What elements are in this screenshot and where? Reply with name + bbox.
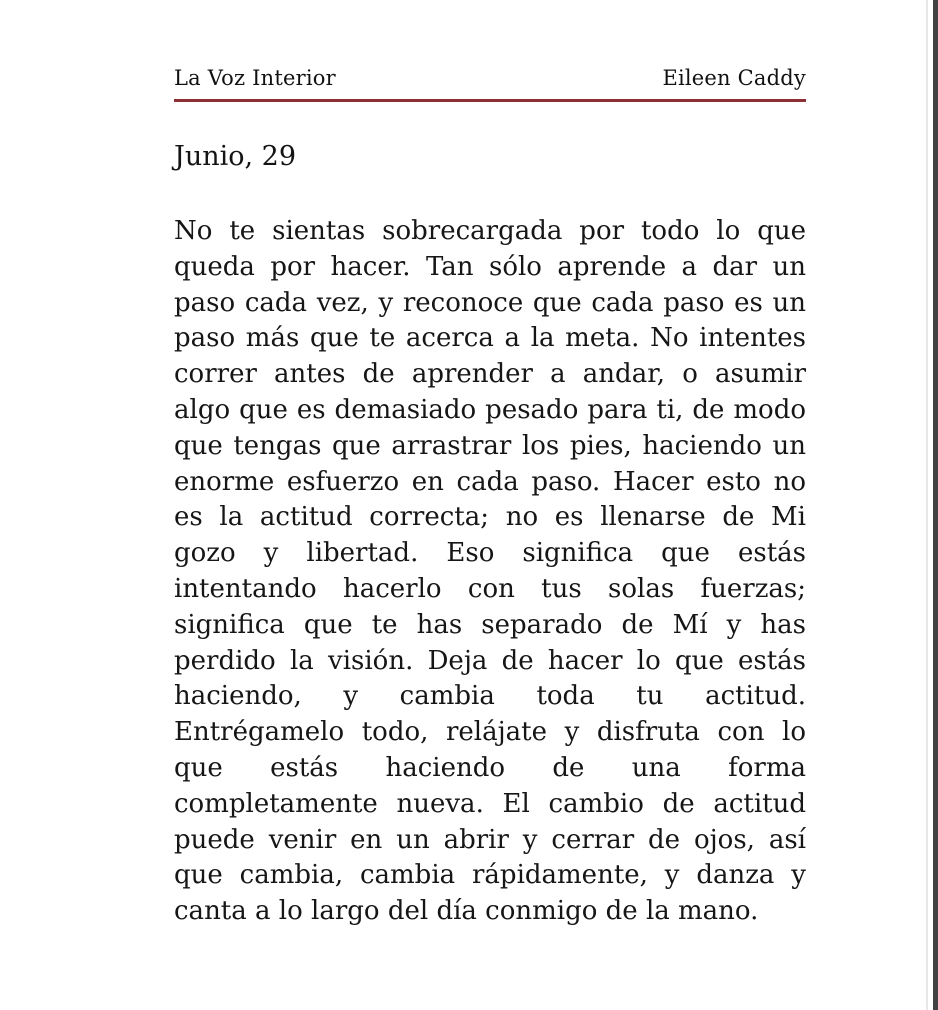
book-title: La Voz Interior bbox=[174, 66, 336, 90]
author-name: Eileen Caddy bbox=[662, 66, 806, 90]
page-content bbox=[174, 66, 806, 930]
screen-edge-bar bbox=[933, 0, 938, 1010]
date-heading: Junio, 29 bbox=[174, 141, 297, 172]
header-rule bbox=[174, 99, 806, 102]
running-header bbox=[174, 66, 806, 90]
page-edge-line bbox=[926, 0, 928, 1010]
entry-body-paragraph: No te sientas sobrecargada por todo lo que queda por hacer. Tan sólo aprende a dar un paso cada vez, y reconoce que cada paso es un paso más que te acerca a la meta. No intentes correr antes de aprender a andar, o asumir algo que es demasiado pesado para ti, de modo que tengas que arrastrar los pies, haciendo un enorme esfuerzo en cada paso. Hacer esto no es la actitud correcta; no es llenarse de Mi gozo y libertad. Eso significa que estás intentando hacerlo con tus solas fuerzas; significa que te has separado de Mí y has perdido la visión. Deja de hacer lo que estás haciendo, y cambia toda tu actitud. Entrégamelo todo, relájate y disfruta con lo que estás haciendo de una forma completamente nueva. El cambio de actitud puede venir en un abrir y cerrar de ojos, así que cambia, cambia rápidamente, y danza y canta a lo largo del día conmigo de la mano. bbox=[174, 216, 806, 927]
